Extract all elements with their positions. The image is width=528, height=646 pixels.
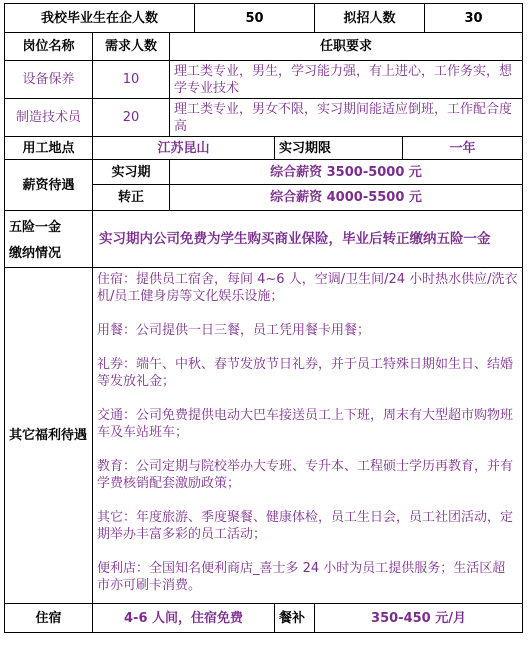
insurance-row [5, 211, 523, 268]
grads-in-company-label: 我校毕业生在企人数 [5, 4, 195, 33]
salary-row-value: 综合薪资 3500-5000 元 [170, 160, 523, 185]
position-header: 岗位名称 [5, 33, 93, 61]
housing-meal-row [5, 604, 523, 633]
grads-in-company-value: 50 [195, 4, 315, 33]
meal-allowance-label: 餐补 [275, 604, 315, 633]
welfare-item-transport: 交通：公司免费提供电动大巴车接送员工上下班，周末有大型超市购物班车及车站班车； [97, 408, 514, 440]
planned-hires-label: 拟招人数 [315, 4, 425, 33]
welfare-item-education: 教育：公司定期与院校举办大专班、专升本、工程硕士学历再教育，并有学费核销配套激励政策； [97, 459, 514, 491]
job-info-table [4, 3, 523, 633]
insurance-label-line1: 五险一金 [9, 220, 62, 235]
demand-header: 需求人数 [93, 33, 170, 61]
welfare-item-convenience-store: 便利店：全国知名便利商店_喜士多 24 小时为员工提供服务；生活区超市亦可刷卡消费。 [97, 561, 506, 593]
job-row [5, 61, 523, 99]
job-requirements: 理工类专业，男女不限，实习期间能适应倒班，工作配合度高 [170, 99, 523, 137]
job-count: 20 [93, 99, 170, 137]
welfare-item-gift-vouchers: 礼券：端午、中秋、春节发放节日礼券，并于员工特殊日期如生日、结婚等发放礼金； [97, 357, 514, 389]
insurance-label-line2: 缴纳情况 [9, 246, 62, 261]
welfare-item-housing: 住宿：提供员工宿舍，每间 4~6 人，空调/卫生间/24 小时热水供应/洗衣机/员工健身房等文化娱乐设施； [97, 272, 518, 304]
salary-row [5, 160, 523, 185]
job-count: 10 [93, 61, 170, 99]
job-requirements: 理工类专业，男生，学习能力强，有上进心，工作务实，想学专业技术 [170, 61, 523, 99]
welfare-item-meals: 用餐：公司提供一日三餐，员工凭用餐卡用餐； [97, 323, 371, 338]
insurance-label [5, 211, 93, 268]
salary-row-label: 实习期 [93, 160, 170, 185]
housing-value: 4-6 人间，住宿免费 [93, 604, 275, 633]
housing-label: 住宿 [5, 604, 93, 633]
job-name: 设备保养 [5, 61, 93, 99]
planned-hires-value: 30 [425, 4, 523, 33]
salary-row-label: 转正 [93, 185, 170, 211]
internship-period-label: 实习期限 [275, 137, 403, 160]
work-location-label: 用工地点 [5, 137, 93, 160]
salary-row-value: 综合薪资 4000-5500 元 [170, 185, 523, 211]
work-location-value: 江苏昆山 [93, 137, 275, 160]
welfare-label: 其它福利待遇 [5, 268, 93, 604]
salary-label: 薪资待遇 [5, 160, 93, 211]
summary-row [5, 4, 523, 33]
jobs-header-row [5, 33, 523, 61]
requirements-header: 任职要求 [170, 33, 523, 61]
welfare-item-other: 其它：年度旅游、季度聚餐、健康体检，员工生日会，员工社团活动，定期举办丰富多彩的员工活动； [97, 510, 514, 542]
job-row [5, 99, 523, 137]
welfare-row [5, 268, 523, 604]
job-name: 制造技术员 [5, 99, 93, 137]
location-row [5, 137, 523, 160]
welfare-details [93, 268, 523, 604]
internship-period-value: 一年 [403, 137, 523, 160]
meal-allowance-value: 350-450 元/月 [315, 604, 523, 633]
insurance-value: 实习期内公司免费为学生购买商业保险，毕业后转正缴纳五险一金 [93, 211, 523, 268]
